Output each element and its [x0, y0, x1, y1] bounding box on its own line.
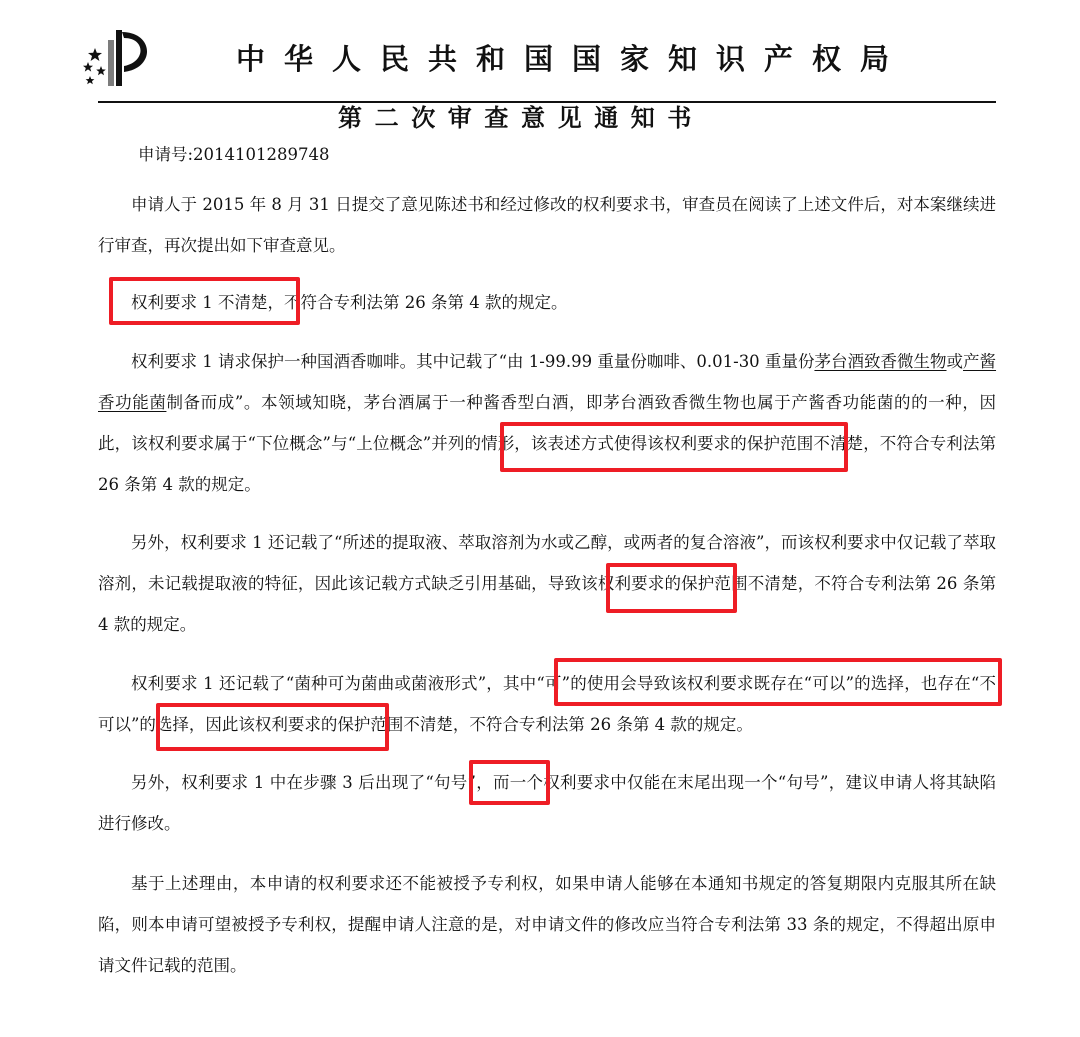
- paragraph-period: 另外，权利要求 1 中在步骤 3 后出现了“句号”，而一个权利要求中仅能在末尾出现一个“句号”，建议申请人将其缺陷进行修改。: [98, 773, 996, 833]
- document-title: 第二次审查意见通知书: [338, 104, 704, 132]
- underlined-term-moutai-microbe: 茅台酒致香微生物: [814, 352, 947, 371]
- genus-species-text-1: 权利要求 1 请求保护一种国酒香咖啡。其中记载了“由 1-99.99 重量份咖啡、0.01-30 重量份: [131, 352, 815, 371]
- paragraph-submission: 申请人于 2015 年 8 月 31 日提交了意见陈述书和经过修改的权利要求书，审查员在阅读了上述文件后，对本案继续进行审查，再次提出如下审查意见。: [98, 195, 996, 255]
- paragraph-genus-species: [98, 341, 996, 505]
- paragraph-antecedent-basis: 另外，权利要求 1 还记载了“所述的提取液、萃取溶剂为水或乙醇，或两者的复合溶液”，而该权利要求中仅记载了萃取溶剂，未记载提取液的特征，因此该记载方式缺乏引用基础，导致该权利要求的保护范围不清楚，不符合专利法第 26 条第 4 款的规定。: [98, 533, 996, 634]
- paragraph-conclusion: 基于上述理由，本申请的权利要求还不能被授予专利权，如果申请人能够在本通知书规定的答复期限内克服其所在缺陷，则本申请可望被授予专利权，提醒申请人注意的是，对申请文件的修改应当符合专利法第 33 条的规定，不得超出原申请文件记载的范围。: [98, 874, 996, 975]
- cnipa-emblem-icon: [76, 26, 160, 88]
- underlined-term-sauce-fungus: 产酱香功能菌: [98, 352, 997, 412]
- paragraph-claim-unclear: [98, 282, 996, 323]
- office-title: 中华人民共和国国家知识产权局: [236, 42, 909, 76]
- genus-species-text-3: 制备而成”。本领域知晓，茅台酒属于一种酱香型白酒，即茅台酒致香微生物也属于产酱香功能菌的的一种，因此，该权利要求属于“下位概念”与“上位概念”并列的情形，该表述方式使得该权利要求的保护范围不清楚，不符合专利法第 26 条第 4 款的规定。: [98, 393, 997, 494]
- claim-unclear-rest: ，不符合专利法第 26 条第 4 款的规定。: [267, 293, 568, 312]
- paragraph-optional-wording: 权利要求 1 还记载了“菌种可为菌曲或菌液形式”，其中“可”的使用会导致该权利要求既存在“可以”的选择，也存在“不可以”的选择，因此该权利要求的保护范围不清楚，不符合专利法第 26 条第 4 款的规定。: [98, 674, 996, 734]
- header-rule: [98, 101, 996, 103]
- genus-species-text-2: 或: [946, 352, 964, 371]
- claim-unclear-phrase: 权利要求 1 不清楚: [131, 293, 268, 312]
- application-number: 申请号:2014101289748: [138, 145, 330, 164]
